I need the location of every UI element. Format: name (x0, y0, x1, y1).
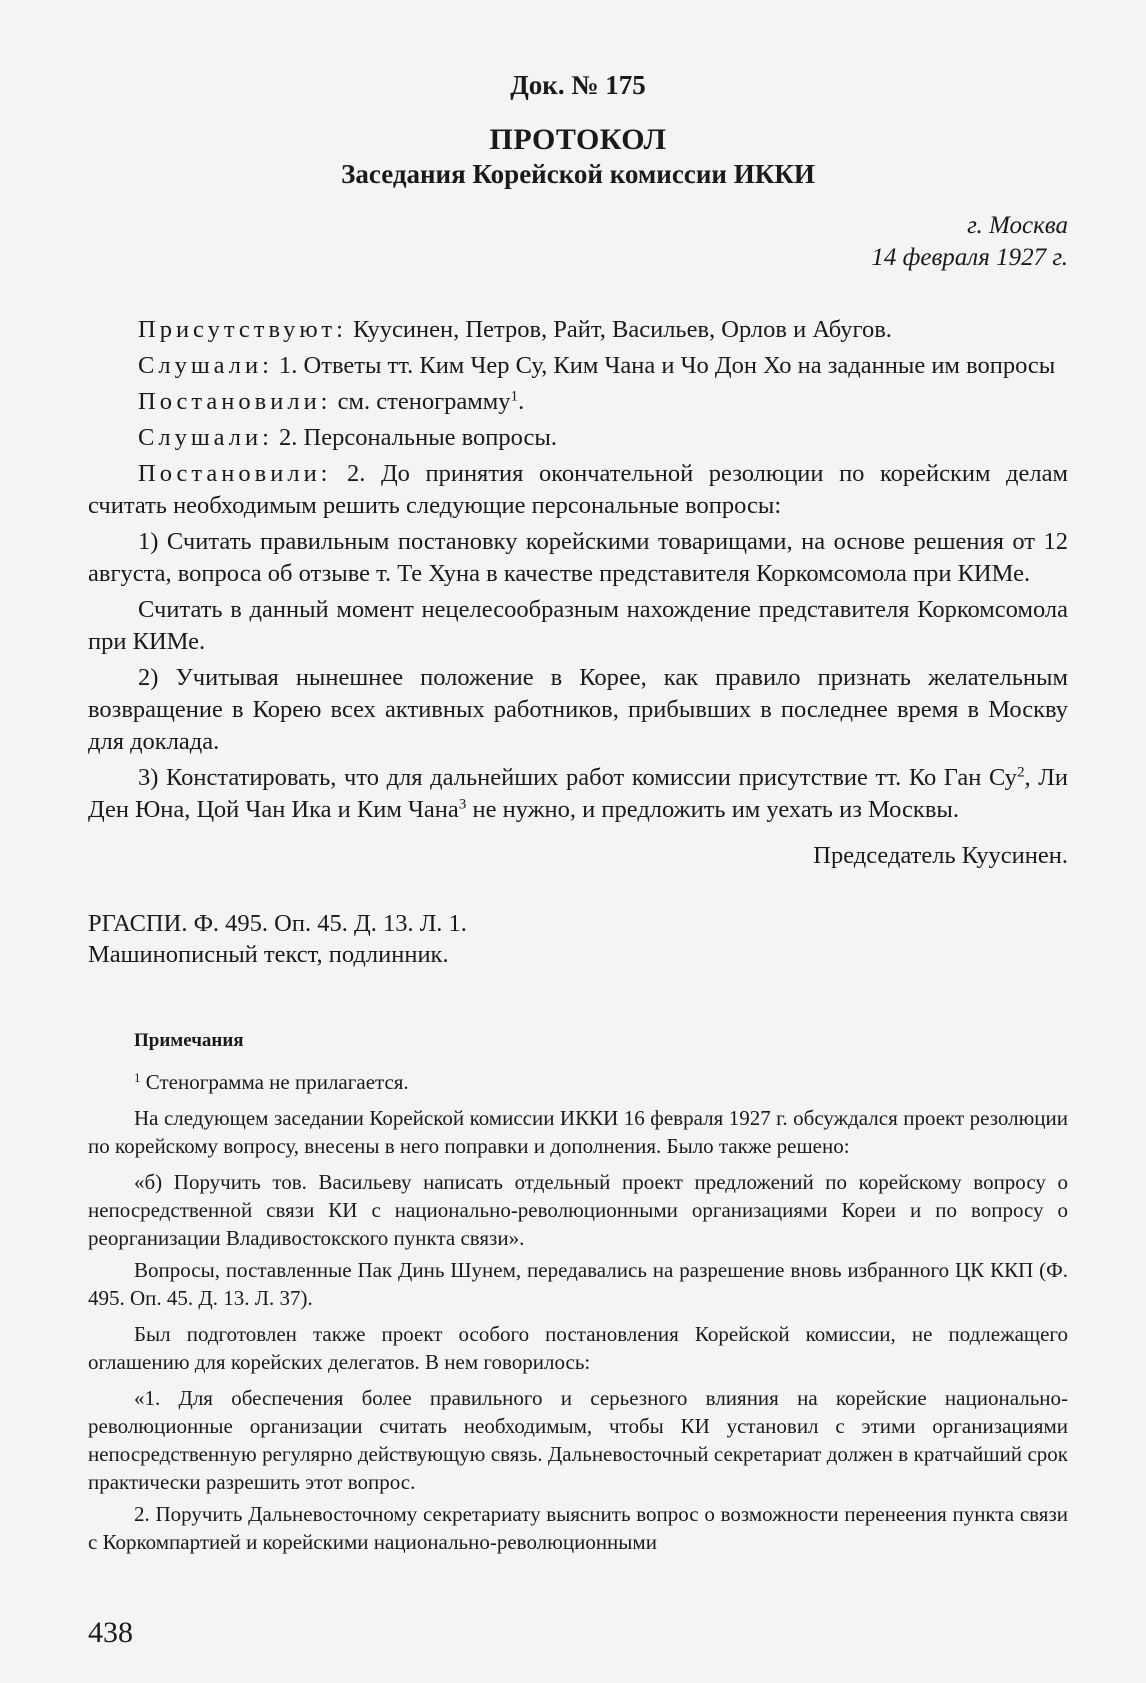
archive-reference (88, 908, 1068, 970)
present-label: Присутствуют: (138, 316, 347, 343)
protocol-subtitle: Заседания Корейской комиссии ИККИ (341, 159, 815, 189)
decided2-label: Постановили: (138, 460, 332, 487)
note-1-marker: 1 (134, 1069, 141, 1085)
notes-title: Примечания (134, 1030, 244, 1051)
footnote-ref-3: 3 (458, 795, 467, 813)
chairman-signature: Председатель Куусинен. (813, 842, 1068, 869)
heard2-paragraph (88, 422, 1068, 454)
protocol-title: ПРОТОКОЛ (489, 123, 667, 156)
archive-type: Машинописный текст, подлинник. (88, 941, 449, 968)
archive-ref: РГАСПИ. Ф. 495. Оп. 45. Д. 13. Л. 1. (88, 910, 467, 937)
note-paragraph-1: На следующем заседании Корейской комиссии ИККИ 16 февраля 1927 г. обсуждался проект резолюции по корейскому вопросу, внесены в него поправки и дополнения. Было также решено: (88, 1106, 1068, 1158)
item-3-b: , Ли Ден Юна, Цой Чан Ика и Ким Чана (88, 764, 1068, 823)
document-page (88, 70, 1068, 1564)
note-paragraph-2: «б) Поручить тов. Васильеву написать отдельный проект предложений по корейскому вопросу о непосредственной связи КИ с национально-революционными организациями Кореи и по вопросу о реорганизации Владивостокского пункта связи». (88, 1170, 1068, 1250)
item-3 (88, 762, 1068, 826)
heard1-paragraph (88, 350, 1068, 382)
decided2-text: 2. До принятия окончательной резолюции по корейским делам считать необходимым решить следующие персональные вопросы: (88, 460, 1069, 519)
decided2-paragraph (88, 458, 1068, 522)
present-paragraph (88, 314, 1068, 346)
heard2-text: 2. Персональные вопросы. (279, 424, 557, 451)
footnote-ref-2: 2 (1016, 763, 1025, 781)
note-paragraph-5: «1. Для обеспечения более правильного и серьезного влияния на корейские национально-революционные организации считать необходимым, чтобы КИ установил с этими организациями непосредственную регулярно действующую связь. Дальневосточный секретариат должен в кратчайший срок практически разрешить этот вопрос. (88, 1386, 1068, 1494)
decided1-end: . (518, 388, 525, 415)
item-3-a: 3) Констатировать, что для дальнейших работ комиссии присутствие тт. Ко Ган Су (138, 764, 1017, 791)
item-2: 2) Учитывая нынешнее положение в Корее, как правило признать желательным возвращение в Корею всех активных работников, прибывших в последнее время в Москву для доклада. (88, 664, 1068, 755)
heard2-label: Слушали: (138, 424, 273, 451)
place: г. Москва (967, 212, 1068, 239)
item-3-c: не нужно, и предложить им уехать из Москвы. (466, 796, 959, 823)
note-paragraph-6: 2. Поручить Дальневосточному секретариату выяснить вопрос о возможности перенеения пункта связи с Коркомпартией и корейскими национально-революционными (88, 1502, 1068, 1554)
present-text: Куусинен, Петров, Райт, Васильев, Орлов и Абугов. (353, 316, 892, 343)
page-number: 438 (88, 1616, 133, 1649)
date: 14 февраля 1927 г. (871, 244, 1068, 271)
note-1-text: Стенограмма не прилагается. (140, 1070, 409, 1094)
heard1-label: Слушали: (138, 352, 273, 379)
note-paragraph-4: Был подготовлен также проект особого постановления Корейской комиссии, не подлежащего оглашению для корейских делегатов. В нем говорилось: (88, 1322, 1068, 1374)
decided1-text: см. стенограмму (337, 388, 511, 415)
decided1-paragraph (88, 386, 1068, 418)
footnote-ref-1: 1 (510, 387, 519, 405)
notes-section (88, 1068, 1068, 1556)
heard1-text: 1. Ответы тт. Ким Чер Су, Ким Чана и Чо Дон Хо на заданные им вопросы (279, 352, 1056, 379)
protocol-body (88, 314, 1068, 826)
item-1b: Считать в данный момент нецелесообразным нахождение представителя Коркомсомола при КИМе. (88, 596, 1068, 655)
decided1-label: Постановили: (138, 388, 332, 415)
document-number: Док. № 175 (510, 70, 646, 100)
item-1: 1) Считать правильным постановку корейскими товарищами, на основе решения от 12 августа, вопроса об отзыве т. Те Хуна в качестве представителя Коркомсомола при КИМе. (88, 528, 1068, 587)
note-paragraph-3: Вопросы, поставленные Пак Динь Шунем, передавались на разрешение вновь избранного ЦК ККП (Ф. 495. Оп. 45. Д. 13. Л. 37). (88, 1258, 1068, 1310)
note-1 (88, 1068, 1068, 1096)
